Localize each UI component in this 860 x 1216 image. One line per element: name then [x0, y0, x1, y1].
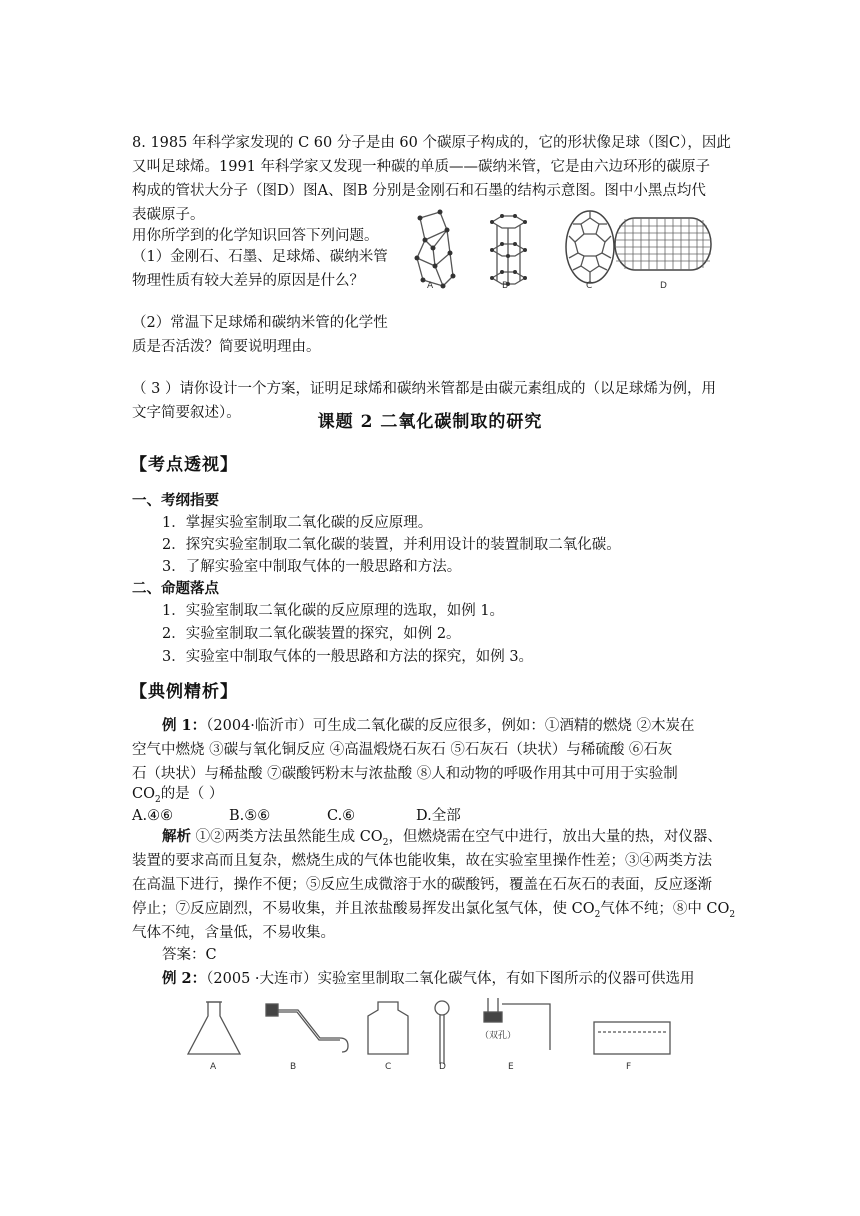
answer-line: 答案：C — [162, 947, 217, 963]
water-trough-drawing — [594, 1022, 670, 1054]
q8-sub3-line-2: 文字简要叙述）。 — [132, 405, 241, 421]
q8-sub2-line-2: 质是否活泼？简要说明理由。 — [132, 339, 321, 355]
dianli-header: 【典例精析】 — [130, 682, 238, 702]
funnel-drawing — [435, 1001, 449, 1064]
kaodian-part2-item-1: 1．实验室制取二氧化碳的反应原理的选取，如例 1。 — [162, 603, 505, 619]
apparatus-label-e: E — [508, 1062, 514, 1072]
example-1-line-2: 空气中燃烧 ③碳与氧化铜反应 ④高温煅烧石灰石 ⑤石灰石（块状）与稀硫酸 ⑥石灰 — [132, 742, 673, 758]
analysis-subscript-4b: 2 — [729, 909, 736, 920]
reagent-bottle-drawing — [368, 1002, 408, 1054]
apparatus-label-a: A — [210, 1062, 217, 1072]
analysis-line-5: 气体不纯，含量低，不易收集。 — [132, 925, 335, 941]
analysis-text-4a: 停止；⑦反应剧烈，不易收集，并且浓盐酸易挥发出氯化氢气体，使 CO — [132, 901, 595, 917]
analysis-line-3: 在高温下进行，操作不便；⑤反应生成微溶于水的碳酸钙，覆盖在石灰石的表面，反应逐渐 — [132, 877, 712, 893]
apparatus-label-d: D — [439, 1062, 446, 1072]
apparatus-figure — [180, 998, 680, 1078]
nanotube-structure-figure — [615, 218, 711, 270]
option-c: C.⑥ — [327, 808, 356, 824]
analysis-subscript-4a: 2 — [594, 909, 601, 920]
apparatus-label-b: B — [290, 1062, 297, 1072]
kaodian-part1-item-1: 1．掌握实验室制取二氧化碳的反应原理。 — [162, 515, 433, 531]
kaodian-part1-item-3: 3．了解实验室中制取气体的一般思路和方法。 — [162, 559, 462, 575]
figure-label-d: D — [660, 281, 667, 291]
apparatus-label-c: C — [385, 1062, 392, 1072]
analysis-text-4b: 气体不纯；⑧中 CO — [600, 901, 730, 917]
q8-sub1-line-1: （1）金刚石、石墨、足球烯、碳纳米管 — [132, 249, 388, 265]
example-1-text: （2004·临沂市）可生成二氧化碳的反应很多，例如：①酒精的燃烧 ②木炭在 — [206, 718, 695, 734]
option-b: B.⑤⑥ — [229, 808, 271, 824]
kaodian-header: 【考点透视】 — [130, 455, 238, 475]
analysis-subscript-1: 2 — [382, 837, 389, 848]
kaodian-part1-item-2: 2．探究实验室制取二氧化碳的装置，并利用设计的装置制取二氧化碳。 — [162, 537, 621, 553]
example-1-label: 例 1： — [162, 717, 207, 734]
example-2-text: （2005 ·大连市）实验室里制取二氧化碳气体，有如下图所示的仪器可供选用 — [206, 971, 695, 987]
example-1-blank: 的是（ ） — [160, 786, 224, 802]
option-d: D.全部 — [416, 808, 461, 824]
kaodian-part2-item-3: 3．实验室中制取气体的一般思路和方法的探究，如例 3。 — [162, 649, 534, 665]
q8-sub2-line-1: （2）常温下足球烯和碳纳米管的化学性 — [132, 315, 388, 331]
kaodian-part2-item-2: 2．实验室制取二氧化碳装置的探究，如例 2。 — [162, 626, 461, 642]
carbon-structures-figure — [405, 208, 720, 318]
fullerene-structure-figure — [566, 211, 614, 283]
q8-line-5: 用你所学到的化学知识回答下列问题。 — [132, 228, 379, 244]
double-hole-stopper-drawing — [484, 998, 550, 1050]
analysis-label: 解析 — [162, 828, 191, 845]
analysis-text-1a: ①②两类方法虽然能生成 CO — [191, 829, 383, 845]
q8-line-1: 8. 1985 年科学家发现的 C 60 分子是由 60 个碳原子构成的，它的形状像足球（图C），因此 — [132, 135, 731, 151]
q8-line-3: 构成的管状大分子（图D）图A、图B 分别是金刚石和石墨的结构示意图。图中小黑点均代 — [132, 183, 706, 199]
example-1-line-1 — [162, 716, 695, 736]
stopper-tube-drawing — [266, 1004, 348, 1052]
analysis-text-1b: ，但燃烧需在空气中进行，放出大量的热，对仪器、 — [388, 829, 722, 845]
diamond-structure-figure — [415, 210, 456, 289]
analysis-line-4 — [132, 899, 735, 925]
example-2-label: 例 2： — [162, 970, 207, 987]
conical-flask-drawing — [188, 1002, 240, 1054]
kaodian-part1-heading: 一、考纲指要 — [132, 493, 219, 509]
q8-line-4: 表碳原子。 — [132, 207, 205, 223]
co2-text: CO — [132, 786, 155, 802]
analysis-line-2: 装置的要求高而且复杂，燃烧生成的气体也能收集，故在实验室里操作性差；③④两类方法 — [132, 853, 712, 869]
figure-label-b: B — [502, 281, 509, 291]
lesson-title: 课题 2 二氧化碳制取的研究 — [317, 412, 543, 432]
graphite-structure-figure — [490, 214, 527, 286]
example-2-line-1 — [162, 969, 695, 989]
q8-sub1-line-2: 物理性质有较大差异的原因是什么？ — [132, 273, 364, 289]
option-a: A.④⑥ — [132, 808, 174, 824]
apparatus-label-f: F — [626, 1062, 632, 1072]
q8-line-2: 又叫足球烯。1991 年科学家又发现一种碳的单质——碳纳米管，它是由六边环形的碳原子 — [132, 159, 711, 175]
figure-label-c: C — [586, 281, 593, 291]
co2-subscript: 2 — [154, 794, 161, 805]
kaodian-part2-heading: 二、命题落点 — [132, 581, 219, 597]
figure-label-a: A — [427, 281, 434, 291]
q8-sub3-line-1: （ 3 ）请你设计一个方案，证明足球烯和碳纳米管都是由碳元素组成的（以足球烯为例，用 — [132, 381, 716, 397]
example-1-line-3: 石（块状）与稀盐酸 ⑦碳酸钙粉末与浓盐酸 ⑧人和动物的呼吸作用其中可用于实验制 — [132, 766, 678, 782]
analysis-line-1 — [162, 827, 722, 853]
apparatus-note: （双孔） — [480, 1031, 517, 1041]
